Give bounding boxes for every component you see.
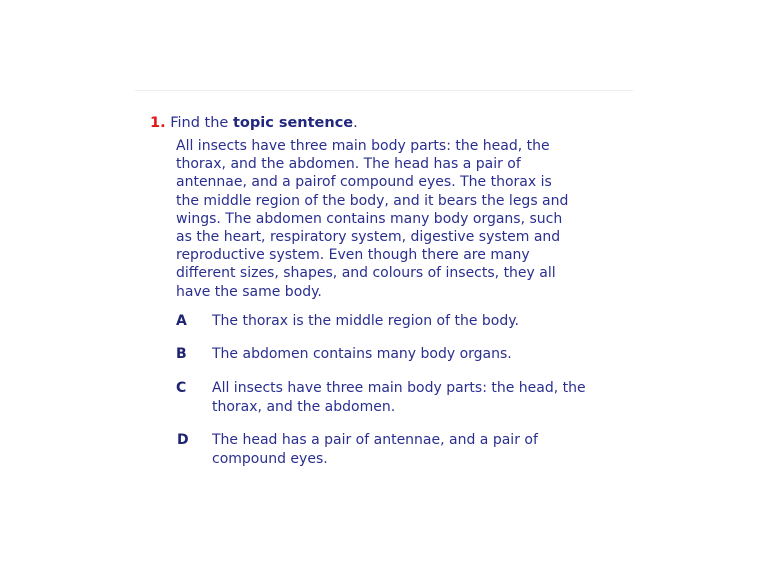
passage-line: wings. The abdomen contains many body organs, such <box>176 210 563 227</box>
option-c-letter: C <box>176 380 187 396</box>
passage-line: as the heart, respiratory system, digestive system and <box>176 229 561 246</box>
option-a-text <box>212 312 519 331</box>
question-prompt-suffix: . <box>353 115 358 131</box>
question-prompt-prefix: Find the <box>170 115 229 131</box>
passage-line: have the same body. <box>176 283 322 300</box>
option-d-letter: D <box>177 432 189 448</box>
option-c-text <box>212 379 586 416</box>
reading-passage <box>176 137 596 301</box>
question-number: 1. <box>150 115 166 131</box>
option-d-line: compound eyes. <box>212 450 328 467</box>
question-title <box>150 114 358 132</box>
passage-line: reproductive system. Even though there are many <box>176 247 530 264</box>
option-b-letter: B <box>176 346 187 362</box>
question-prompt-emphasis: topic sentence <box>232 115 354 131</box>
option-b-text <box>212 345 512 364</box>
passage-line: antennae, and a pairof compound eyes. The thorax is <box>176 174 552 191</box>
option-d-text <box>212 431 538 468</box>
option-c-line: All insects have three main body parts: the head, the <box>212 380 586 396</box>
option-c-line: thorax, and the abdomen. <box>212 398 396 415</box>
option-b-line: The abdomen contains many body organs. <box>212 346 512 362</box>
passage-line: the middle region of the body, and it bears the legs and <box>176 192 569 209</box>
option-a-letter: A <box>176 313 187 329</box>
option-d-line: The head has a pair of antennae, and a pair of <box>212 432 538 448</box>
passage-line: All insects have three main body parts: the head, the <box>176 138 550 154</box>
option-a-line: The thorax is the middle region of the body. <box>212 313 519 329</box>
top-divider <box>135 90 633 91</box>
passage-line: different sizes, shapes, and colours of insects, they all <box>176 265 556 282</box>
passage-line: thorax, and the abdomen. The head has a pair of <box>176 156 521 173</box>
